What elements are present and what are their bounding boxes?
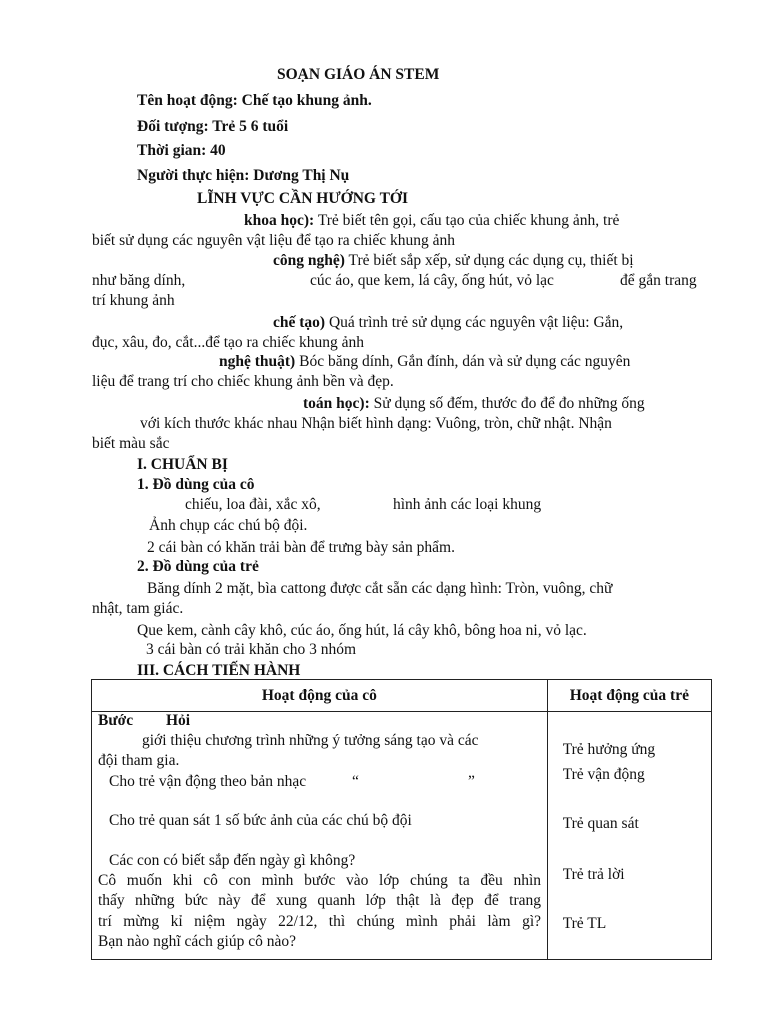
- teacher-item-1a: chiếu, loa đài, xắc xô,: [185, 496, 321, 513]
- document-title: SOẠN GIÁO ÁN STEM: [277, 66, 440, 83]
- math-line-3: biết màu sắc: [92, 435, 170, 452]
- teacher-activity-cell: [92, 712, 548, 960]
- col-teacher-header: Hoạt động của cô: [92, 680, 548, 712]
- science-line-1: [244, 211, 619, 231]
- math-line-2: với kích thước khác nhau Nhận biết hình dạng: Vuông, tròn, chữ nhật. Nhận: [140, 415, 612, 432]
- art-key: nghệ thuật): [219, 353, 296, 370]
- math-text: Sử dụng số đếm, thước đo để đo những ống: [373, 395, 645, 412]
- child-response-4: Trẻ trả lời: [562, 866, 625, 883]
- teacher-item-3: 2 cái bàn có khăn trải bàn để trưng bày sản phẩm.: [147, 539, 455, 556]
- activity-table: [91, 679, 712, 960]
- eng-line-1: [273, 313, 623, 333]
- tech-line-2a: như băng dính,: [92, 272, 186, 289]
- child-response-5: Trẻ TL: [562, 915, 607, 932]
- tech-text: Trẻ biết sắp xếp, sử dụng các dụng cụ, thiết bị: [348, 252, 634, 269]
- eng-line-2: đục, xâu, đo, cắt...để tạo ra chiếc khung ảnh: [92, 334, 365, 351]
- art-line-1: [219, 352, 630, 372]
- teacher-line-2: đội tham gia.: [98, 752, 180, 769]
- target-group: Đối tượng: Trẻ 5 6 tuổi: [137, 118, 289, 135]
- child-response-3: Trẻ quan sát: [562, 815, 639, 832]
- activity-name: Tên hoạt động: Chế tạo khung ảnh.: [137, 92, 372, 109]
- math-line-1: [303, 394, 645, 414]
- teacher-item-1b: hình ảnh các loại khung: [393, 496, 542, 513]
- table-header-row: [92, 680, 712, 712]
- duration: Thời gian: 40: [137, 142, 226, 159]
- child-items-heading: 2. Đồ dùng của trẻ: [137, 558, 259, 575]
- procedure-heading: III. CÁCH TIẾN HÀNH: [137, 662, 301, 679]
- child-activity-content: [548, 712, 711, 959]
- tech-line-3: trí khung ảnh: [92, 292, 175, 309]
- teacher-item-2: Ảnh chụp các chú bộ đội.: [149, 517, 308, 534]
- teacher-line-5: Các con có biết sắp đến ngày gì không?: [109, 852, 356, 869]
- tech-key: công nghệ): [273, 252, 345, 269]
- teacher-line-7: thấy những bức này để xung quanh lớp thật là đẹp để trang: [98, 892, 541, 909]
- prep-heading: I. CHUẨN BỊ: [137, 456, 228, 473]
- tech-line-2b: cúc áo, que kem, lá cây, ống hút, vỏ lạc: [310, 272, 554, 289]
- teacher-line-6: Cô muốn khi cô con mình bước vào lớp chúng ta đều nhìn: [98, 872, 541, 889]
- teacher-items-heading: 1. Đồ dùng của cô: [137, 476, 255, 493]
- child-item-2: nhật, tam giác.: [92, 600, 184, 617]
- child-item-4: 3 cái bàn có trải khăn cho 3 nhóm: [146, 641, 357, 658]
- teacher-line-9: Bạn nào nghĩ cách giúp cô nào?: [98, 933, 296, 950]
- art-text: Bóc băng dính, Gắn đính, dán và sử dụng các nguyên: [299, 353, 631, 370]
- child-response-1: Trẻ hưởng ứng: [562, 741, 656, 758]
- step-name: Hỏi: [166, 712, 191, 729]
- step-label: Bước: [98, 712, 134, 729]
- teacher-activity-content: [92, 712, 547, 959]
- art-line-2: liệu để trang trí cho chiếc khung ảnh bền và đẹp.: [92, 373, 394, 390]
- teacher-line-4: Cho trẻ quan sát 1 số bức ảnh của các chú bộ đội: [109, 812, 412, 829]
- eng-key: chế tạo): [273, 314, 326, 331]
- teacher-line-1: giới thiệu chương trình những ý tưởng sáng tạo và các: [142, 732, 479, 749]
- teacher-line-3b: “: [352, 773, 359, 790]
- math-key: toán học):: [303, 395, 370, 412]
- eng-text: Quá trình trẻ sử dụng các nguyên vật liệu: Gắn,: [328, 314, 624, 331]
- teacher-line-3c: ”: [468, 773, 475, 790]
- child-item-1: Băng dính 2 mặt, bìa cattong được cắt sẵn các dạng hình: Tròn, vuông, chữ: [147, 580, 613, 597]
- child-response-2: Trẻ vận động: [562, 766, 645, 783]
- teacher-line-8: trí mừng kỉ niệm ngày 22/12, thì chúng mình phải làm gì?: [98, 913, 541, 930]
- science-line-2: biết sử dụng các nguyên vật liệu để tạo ra chiếc khung ảnh: [92, 232, 456, 249]
- science-key: khoa học):: [244, 212, 315, 229]
- table-row: [92, 712, 712, 960]
- teacher-line-3a: Cho trẻ vận động theo bản nhạc: [109, 773, 307, 790]
- science-text: Trẻ biết tên gọi, cấu tạo của chiếc khung ảnh, trẻ: [317, 212, 620, 229]
- tech-line-1: [273, 251, 634, 271]
- teacher-name: Người thực hiện: Dương Thị Nụ: [137, 167, 350, 184]
- tech-line-2c: để gắn trang: [620, 272, 697, 289]
- field-heading: LĨNH VỰC CẦN HƯỚNG TỚI: [197, 190, 408, 207]
- child-activity-cell: [547, 712, 711, 960]
- child-item-3: Que kem, cành cây khô, cúc áo, ống hút, lá cây khô, bông hoa ni, vỏ lạc.: [137, 622, 587, 639]
- col-child-header: Hoạt động của trẻ: [547, 680, 711, 712]
